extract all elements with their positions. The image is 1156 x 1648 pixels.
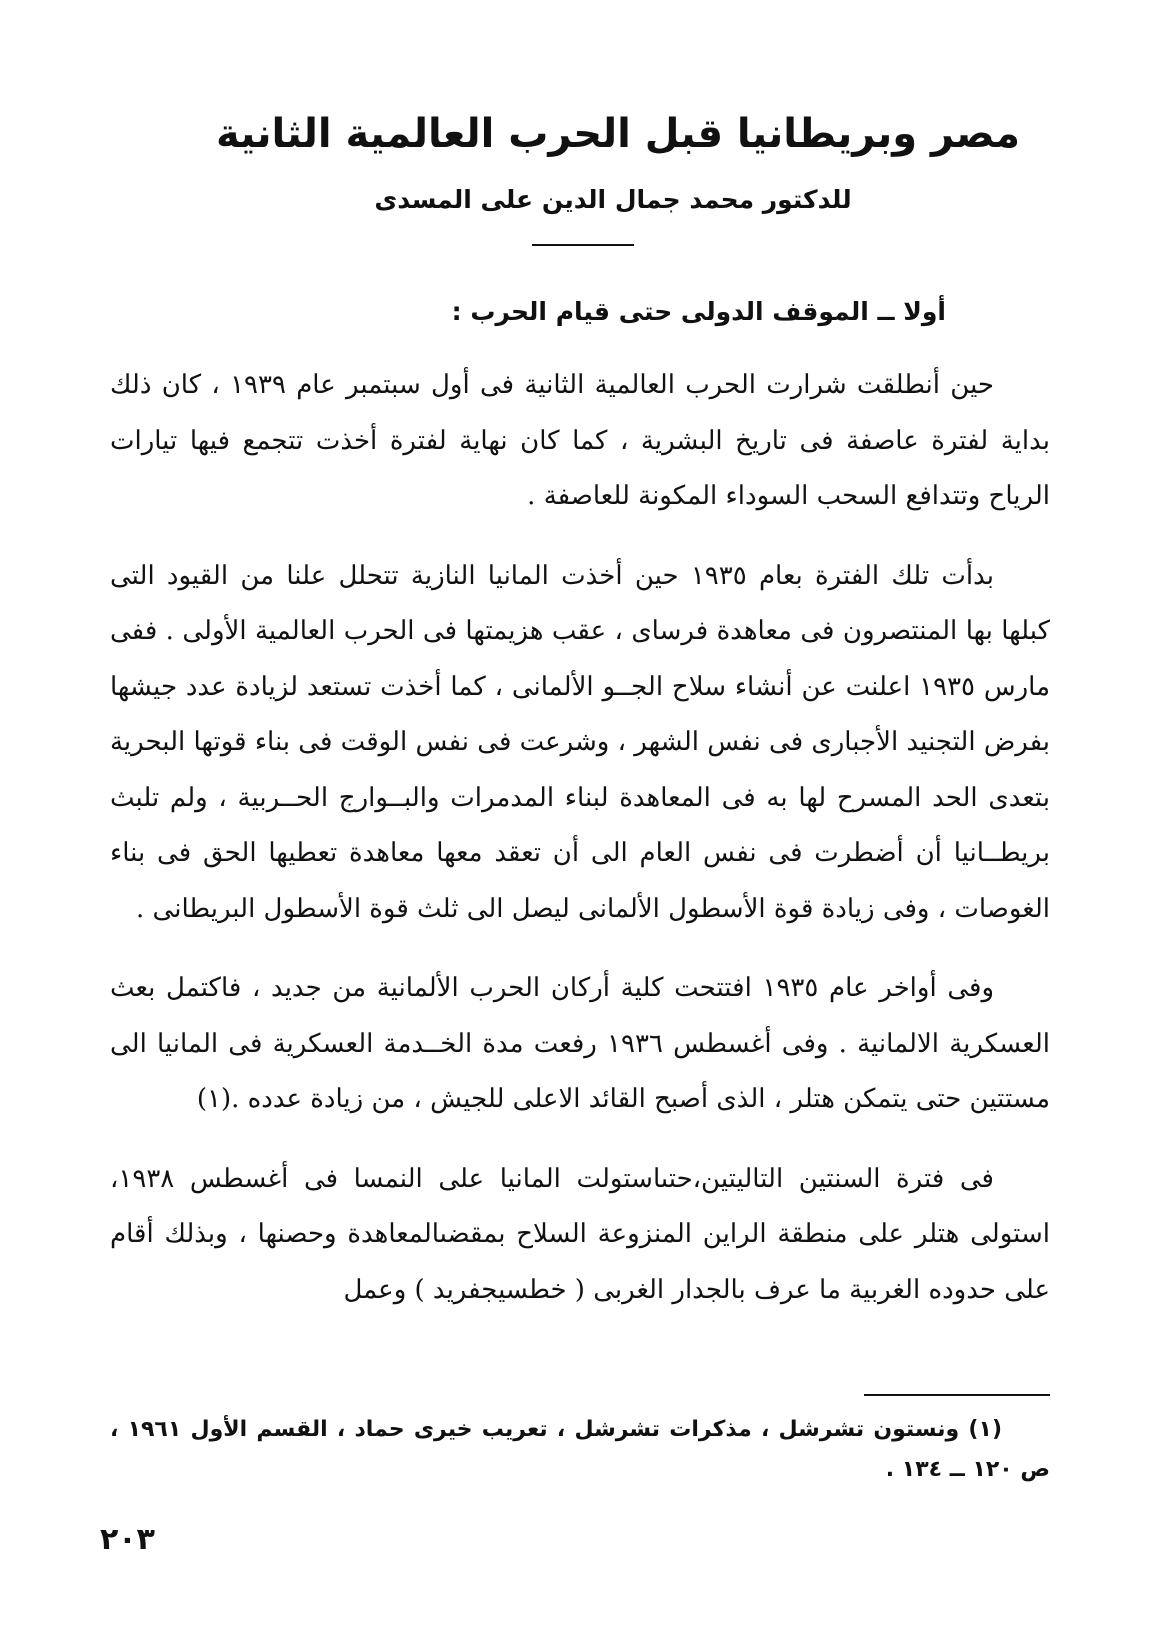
title-divider [532, 244, 634, 246]
paragraph-3: وفى أواخر عام ١٩٣٥ افتتحت كلية أركان الحرب الألمانية من جديد ، فاكتمل بعث العسكرية الالمانية . وفى أغسطس ١٩٣٦ رفعت مدة الخــدمة العسكرية فى المانيا الى مستتين حتى يتمكن هتلر ، الذى أصبح القائد الاعلى للجيش ، من زيادة عدده .(١) [110, 973, 1050, 1114]
paragraph-4: فى فترة السنتين التاليتين،حتىاستولت المانيا على النمسا فى أغسطس ١٩٣٨، استولى هتلر على منطقة الراين المنزوعة السلاح بمقضىالمعاهدة وحصنها ، وبذلك أقام على حدوده الغربية ما عرف بالجدار الغربى ( خطسيجفريد ) وعمل [110, 1163, 1050, 1305]
footnote: (١) ونستون تشرشل ، مذكرات تشرشل ، تعريب خيرى حماد ، القسم الأول ١٩٦١ ، ص ١٢٠ ــ ١٣٤ . [110, 1417, 1050, 1482]
document-title: مصر وبريطانيا قبل الحرب العالمية الثانية [215, 111, 1021, 157]
paragraph-1: حين أنطلقت شرارت الحرب العالمية الثانية فى أول سبتمبر عام ١٩٣٩ ، كان ذلك بداية لفترة عاصفة فى تاريخ البشرية ، كما كان نهاية لفترة أخذت تتجمع فيها تيارات الرياح وتتدافع السحب السوداء المكونة للعاصفة . [110, 370, 1050, 511]
paragraph-2: بدأت تلك الفترة بعام ١٩٣٥ حين أخذت المانيا النازية تتحلل علنا من القيود التى كبلها بها المنتصرون فى معاهدة فرساى ، عقب هزيمتها فى الحرب العالمية الأولى . ففى مارس ١٩٣٥ اعلنت عن أنشاء سلاح الجــو الألمانى ، كما أخذت تستعد لزيادة عدد جيشها بفرض التجنيد الأجبارى فى نفس الشهر ، وشرعت فى نفس الوقت فى بناء قوتها البحرية بتعدى الحد المسرح لها به فى المعاهدة لبناء المدمرات والبــوارج الحــربية ، ولم تلبث بريطــانيا أن أضطرت فى نفس العام الى أن تعقد معها معاهدة تعطيها الحق فى بناء الغوصات ، وفى زيادة قوة الأسطول الألمانى ليصل الى ثلث قوة الأسطول البريطانى . [109, 560, 1050, 924]
page-number: ٢٠٣ [100, 1522, 155, 1557]
body-text [110, 358, 1050, 1342]
author-line: للدكتور محمد جمال الدين على المسدى [374, 185, 852, 214]
footnote-divider [864, 1394, 1050, 1396]
section-heading: أولا ــ الموقف الدولى حتى قيام الحرب : [451, 297, 946, 326]
